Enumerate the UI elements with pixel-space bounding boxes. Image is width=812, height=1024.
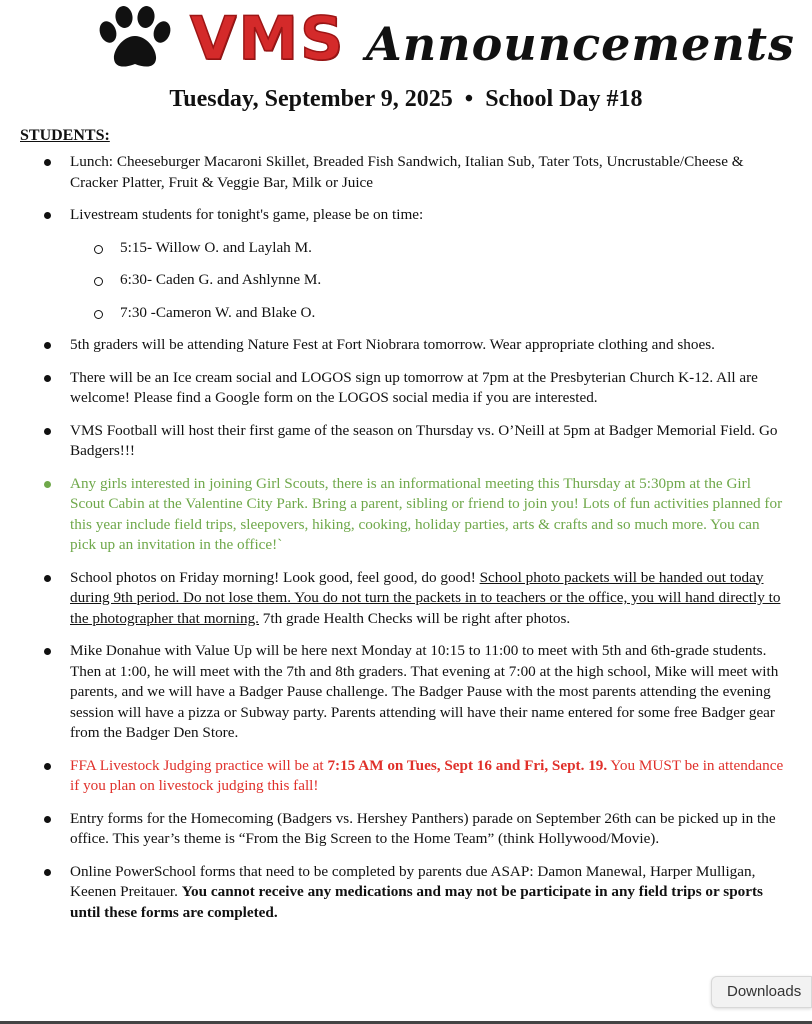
girl-scouts-text: Any girls interested in joining Girl Scouts, there is an informational meeting this Thursday at 5:30pm at the Girl Scout Cabin at the Valentine City Park. Bring a parent, sibling or friend to join you! Lots of fun activities planned for this year include field trips, sleepovers, hiking, cooking, holiday parties, arts & crafts and so much more. You can pick up an invitation in the office!`	[70, 474, 783, 553]
powerschool-bold: You cannot receive any medications and may not be participate in any field trips or sports until these forms are completed.	[70, 883, 763, 921]
livestream-slot: 7:30 -Cameron W. and Blake O.	[0, 303, 812, 324]
item-girl-scouts	[0, 474, 812, 556]
item-lunch	[0, 152, 812, 193]
date-text: Tuesday, September 9, 2025	[169, 86, 453, 112]
item-football	[0, 421, 812, 462]
value-up-text: Mike Donahue with Value Up will be here next Monday at 10:15 to 11:00 to meet with 5th and 6th-grade students. Then at 1:00, he will meet with the 7th and 8th graders. That evening at 7:00 at the high school, Mike will meet with parents, and we will have a Badger Pause challenge. The Badger Pause with the most parents attending the evening session will have a pizza or Subway party. Parents attending will have their name entered for some free Badger gear from the Badger Den Store.	[70, 642, 779, 741]
nature-fest-text: 5th graders will be attending Nature Fest at Fort Niobrara tomorrow. Wear appropriate clothing and shoes.	[70, 336, 715, 353]
school-day-text: School Day #18	[485, 86, 643, 112]
announcement-list	[0, 152, 812, 935]
photos-intro: School photos on Friday morning! Look good, feel good, do good!	[70, 568, 480, 586]
photos-outro: 7th grade Health Checks will be right after photos.	[258, 609, 571, 627]
ffa-part1: FFA Livestock Judging practice will be at	[70, 756, 328, 774]
football-text: VMS Football will host their first game of the season on Thursday vs. O’Neill at 5pm at Badger Memorial Field. Go Badgers!!!	[70, 421, 778, 459]
ffa-bold: 7:15 AM on Tues, Sept 16 and Fri, Sept. 19.	[327, 756, 608, 774]
vms-logo-text: VMS	[190, 4, 346, 74]
section-heading-students: STUDENTS:	[20, 127, 110, 144]
ice-cream-text: There will be an Ice cream social and LOGOS sign up tomorrow at 7pm at the Presbyterian Church K-12. All are welcome! Please find a Google form on the LOGOS social media if you are interested.	[70, 368, 758, 406]
announcements-title: Announcements	[366, 17, 795, 71]
livestream-slots	[0, 238, 812, 324]
separator-dot: •	[464, 86, 474, 112]
downloads-button[interactable]: Downloads	[711, 976, 812, 1008]
paw-print-icon	[96, 6, 174, 72]
item-powerschool	[0, 862, 812, 924]
header	[0, 0, 812, 82]
homecoming-text: Entry forms for the Homecoming (Badgers vs. Hershey Panthers) parade on September 26th can be picked up in the office. This year’s theme is “From the Big Screen to the Home Team” (think Hollywood/Movie).	[70, 809, 776, 847]
lunch-text: Lunch: Cheeseburger Macaroni Skillet, Breaded Fish Sandwich, Italian Sub, Tater Tots, Uncrustable/Cheese & Cracker Platter, Fruit & Veggie Bar, Milk or Juice	[70, 153, 744, 191]
livestream-text: Livestream students for tonight's game, please be on time:	[70, 206, 424, 223]
photos-underlined: School photo packets will be handed out today during 9th period. Do not lose them. You do not turn the packets in to teachers or the office, you will hand directly to the photographer that morning.	[70, 568, 781, 627]
dateline	[0, 84, 812, 114]
item-value-up	[0, 641, 812, 744]
item-school-photos	[0, 568, 812, 630]
powerschool-text: Online PowerSchool forms that need to be completed by parents due ASAP: Damon Manewal, Harper Mulligan, Keenen Preitauer.	[70, 862, 756, 900]
item-homecoming	[0, 809, 812, 850]
livestream-slot: 5:15- Willow O. and Laylah M.	[0, 238, 812, 259]
item-ffa	[0, 756, 812, 797]
ffa-part2: You MUST be in attendance if you plan on livestock judging this fall!	[70, 756, 784, 794]
item-ice-cream-social	[0, 368, 812, 409]
item-nature-fest	[0, 335, 812, 356]
livestream-slot: 6:30- Caden G. and Ashlynne M.	[0, 270, 812, 291]
item-livestream	[0, 205, 812, 226]
